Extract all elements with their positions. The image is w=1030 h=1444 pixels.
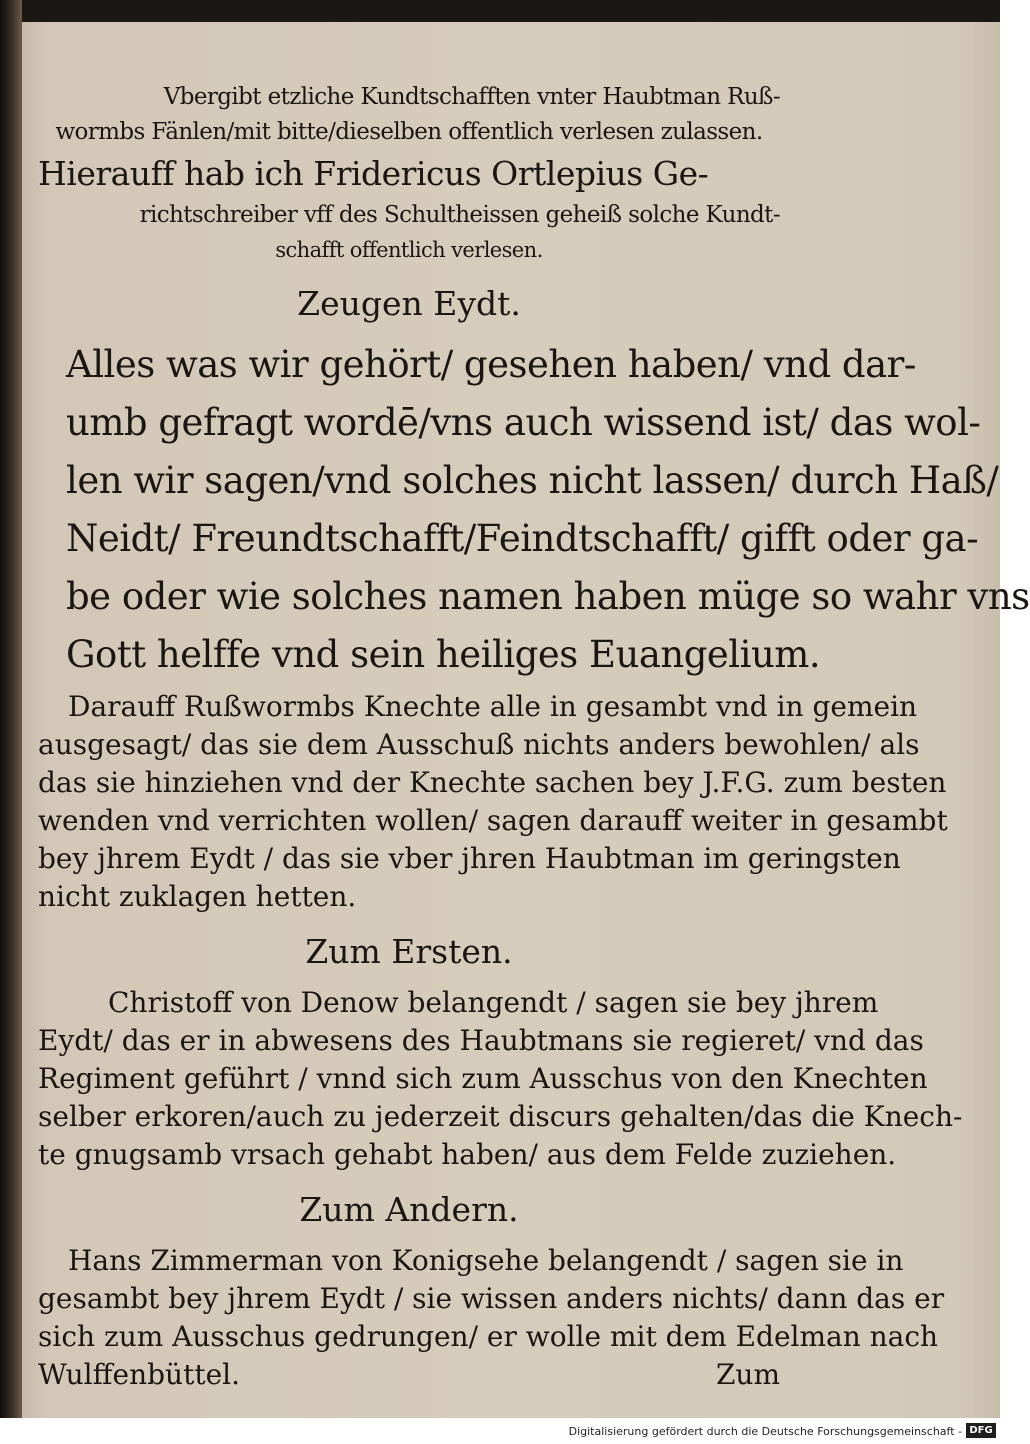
orator-line-3: schafft offentlich verlesen. bbox=[275, 238, 543, 262]
paragraph-line: das sie hinziehen vnd der Knechte sachen bey J.F.G. zum besten bbox=[38, 766, 947, 799]
paragraph-line: wenden vnd verrichten wollen/ sagen darauff weiter in gesambt bbox=[38, 804, 948, 837]
paragraph-line: nicht zuklagen hetten. bbox=[38, 880, 357, 913]
dfg-logo-icon: DFG bbox=[966, 1423, 996, 1438]
book-binding bbox=[0, 0, 22, 1418]
intro-lines bbox=[38, 80, 780, 150]
oath-line: len wir sagen/vnd solches nicht lassen/ durch Haß/ bbox=[66, 459, 999, 502]
text-block bbox=[38, 80, 1030, 1394]
oath-line: Alles was wir gehört/ gesehen haben/ vnd dar- bbox=[66, 343, 916, 386]
oath-paragraph bbox=[38, 336, 1030, 684]
oath-line: Gott helffe vnd sein heiliges Euangelium. bbox=[66, 633, 821, 676]
paragraph-line: Eydt/ das er in abwesens des Haubtmans sie regieret/ vnd das bbox=[38, 1024, 924, 1057]
oath-line: umb gefragt wordē/vns auch wissend ist/ das wol- bbox=[66, 401, 981, 444]
paragraph-line: selber erkoren/auch zu jederzeit discurs gehalten/das die Knech- bbox=[38, 1100, 963, 1133]
paragraph-line: bey jhrem Eydt / das sie vber jhren Haubtman im geringsten bbox=[38, 842, 901, 875]
intro-line-2: wormbs Fänlen/mit bitte/dieselben offentlich verlesen zulassen. bbox=[55, 119, 763, 145]
footer-bar bbox=[0, 1418, 1000, 1444]
paragraph-1 bbox=[38, 688, 948, 916]
paragraph-line: gesambt bey jhrem Eydt / sie wissen anders nichts/ dann das er bbox=[38, 1282, 945, 1315]
oath-line: Neidt/ Freundtschafft/Feindtschafft/ gifft oder ga- bbox=[66, 517, 979, 560]
last-line-text: Wulffenbüttel. bbox=[38, 1358, 241, 1391]
paragraph-line: Regiment geführt / vnnd sich zum Ausschus von den Knechten bbox=[38, 1062, 928, 1095]
funding-note: Digitalisierung gefördert durch die Deutsche Forschungsgemeinschaft - bbox=[568, 1425, 962, 1438]
intro-line-1: Vbergibt etzliche Kundtschafften vnter Haubtman Ruß- bbox=[163, 84, 780, 110]
paragraph-line: Hans Zimmerman von Konigsehe belangendt / sagen sie in bbox=[68, 1244, 904, 1277]
oath-line: be oder wie solches namen haben müge so wahr vns bbox=[66, 575, 1030, 618]
heading-oath: Zeugen Eydt. bbox=[297, 284, 521, 323]
paragraph-line: sich zum Ausschus gedrungen/ er wolle mit dem Edelman nach bbox=[38, 1320, 939, 1353]
paragraph-2 bbox=[38, 984, 963, 1174]
orator-lines bbox=[38, 150, 780, 268]
last-line bbox=[38, 1356, 780, 1394]
orator-line-2: richtschreiber vff des Schultheissen geheiß solche Kundt- bbox=[139, 202, 780, 228]
paragraph-line: ausgesagt/ das sie dem Ausschuß nichts anders bewohlen/ als bbox=[38, 728, 920, 761]
paragraph-line: Christoff von Denow belangendt / sagen sie bey jhrem bbox=[108, 986, 879, 1019]
paragraph-3 bbox=[38, 1242, 945, 1394]
paragraph-line: Darauff Rußwormbs Knechte alle in gesambt vnd in gemein bbox=[68, 690, 918, 723]
heading-first: Zum Ersten. bbox=[305, 932, 513, 971]
heading-second: Zum Andern. bbox=[299, 1190, 519, 1229]
catchword: Zum bbox=[715, 1358, 780, 1391]
paragraph-line: te gnugsamb vrsach gehabt haben/ aus dem Felde zuziehen. bbox=[38, 1138, 897, 1171]
orator-line-1: Hierauff hab ich Fridericus Ortlepius Ge- bbox=[38, 154, 709, 193]
